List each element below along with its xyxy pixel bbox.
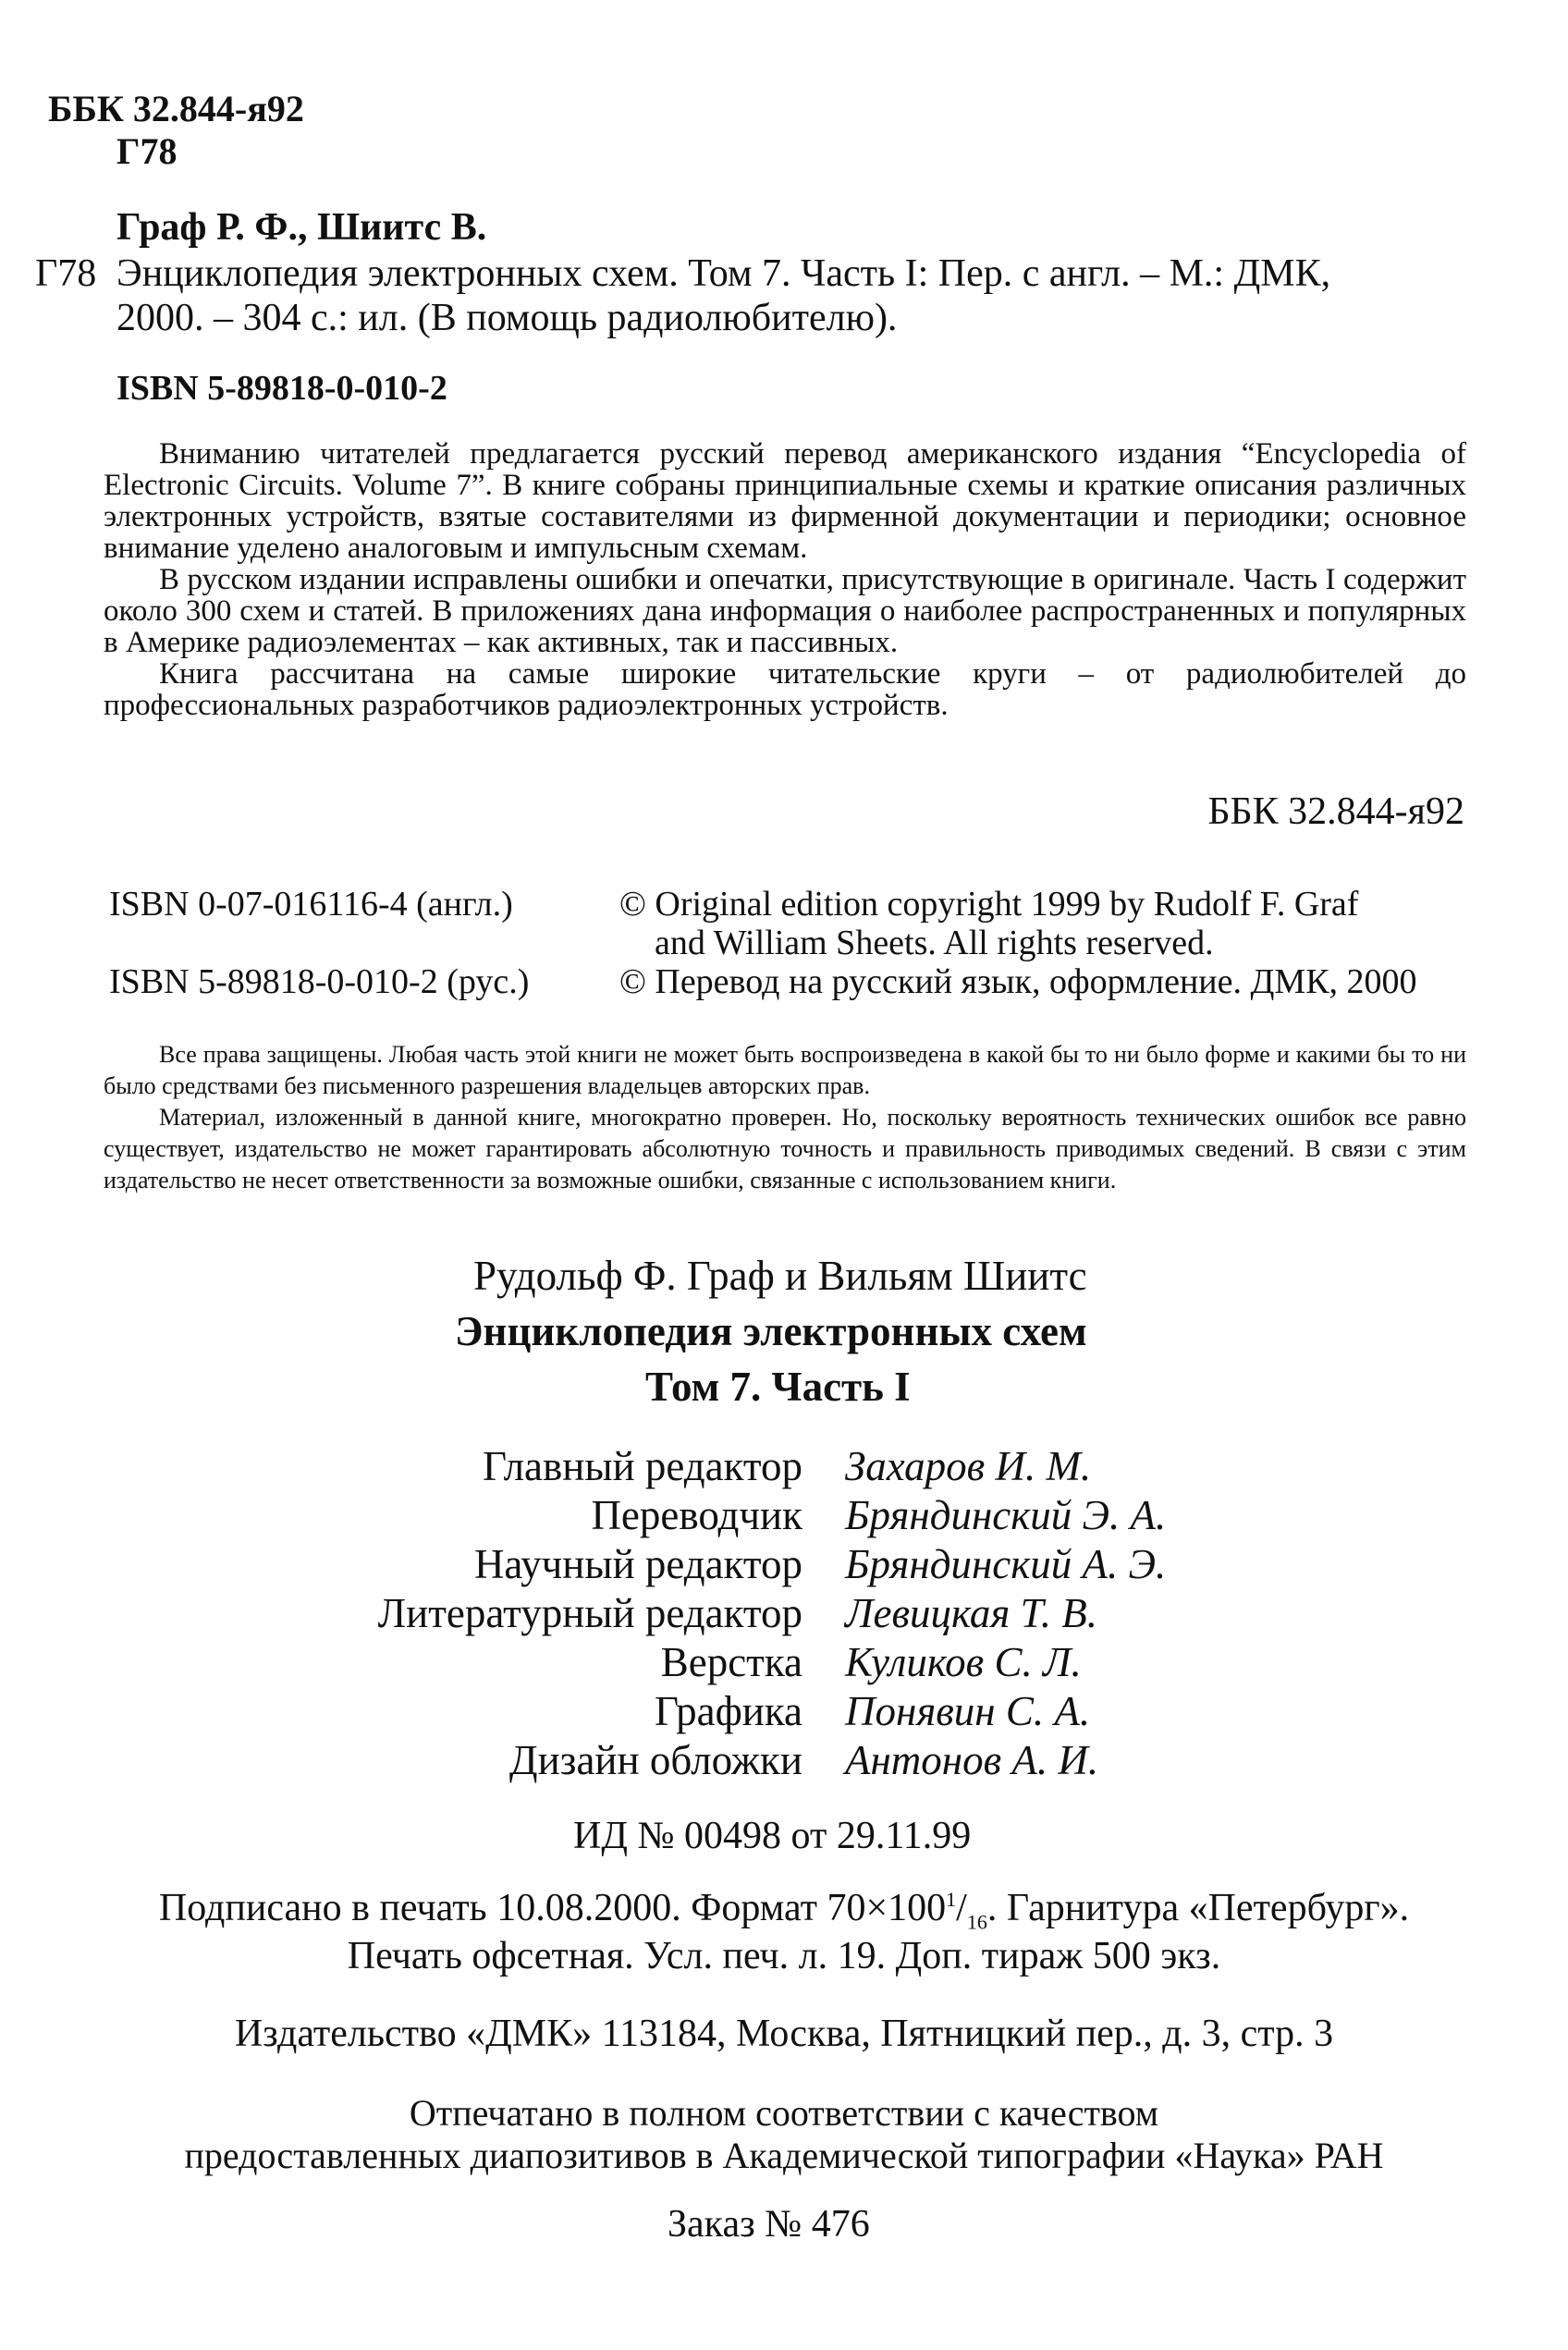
staff-name: Бряндинский Э. А. bbox=[845, 1492, 1167, 1538]
citation-line-1: Энциклопедия электронных схем. Том 7. Часть I: Пер. с англ. – М.: ДМК, bbox=[116, 252, 1331, 295]
copyright-translation: © Перевод на русский язык, оформление. ДМК, 2000 bbox=[619, 962, 1417, 1001]
staff-name: Бряндинский А. Э. bbox=[845, 1541, 1167, 1587]
imprint-volume: Том 7. Часть I bbox=[645, 1364, 911, 1410]
format-fraction-numerator: 1 bbox=[946, 1888, 957, 1911]
copyright-original-2: and William Sheets. All rights reserved. bbox=[655, 924, 1214, 962]
citation-line-2: 2000. – 304 с.: ил. (В помощь радиолюбителю). bbox=[116, 297, 898, 339]
citation-isbn: ISBN 5-89818-0-010-2 bbox=[116, 369, 447, 408]
annotation-paragraph: В русском издании исправлены ошибки и опечатки, присутствующие в оригинале. Часть I содержит около 300 схем и статей. В приложениях дана информация о наиболее распространенных и популярных в Америке радиоэлементах – как активных, так и пассивных. bbox=[104, 563, 1466, 659]
author-sign-code: Г78 bbox=[116, 130, 178, 172]
bbk-code: ББК 32.844-я92 bbox=[48, 88, 304, 129]
staff-name: Понявин С. А. bbox=[845, 1688, 1091, 1734]
print-info-text: . Гарнитура «Петербург». bbox=[986, 1887, 1410, 1929]
imprint-title: Энциклопедия электронных схем bbox=[455, 1308, 1087, 1354]
printed-note-1: Отпечатано в полном соответствии с качеством bbox=[409, 2092, 1159, 2134]
staff-role: Графика bbox=[654, 1688, 802, 1734]
annotation-paragraph: Вниманию читателей предлагается русский перевод американского издания “Encyclopedia of Electronic Circuits. Volume 7”. В книге собраны принципиальные схемы и краткие описания различных электронных устройств, взятые составителями из фирменной документации и периодики; основное внимание уделено аналоговым и импульсным схемам. bbox=[104, 437, 1466, 565]
publisher-address: Издательство «ДМК» 113184, Москва, Пятницкий пер., д. 3, стр. 3 bbox=[234, 2013, 1334, 2055]
print-info-line-2: Печать офсетная. Усл. печ. л. 19. Доп. тираж 500 экз. bbox=[347, 1935, 1221, 1977]
print-info-line-1: Подписано в печать 10.08.2000. Формат $70\times 100^1/_{16}$. Гарнитура «Петербург». bbox=[158, 1887, 1410, 1934]
rights-paragraph: Все права защищены. Любая часть этой книги не может быть воспроизведена в какой бы то ни было форме и какими бы то ни было средствами без письменного разрешения владельцев авторских прав. bbox=[104, 1041, 1466, 1099]
rights-notice bbox=[104, 1039, 1466, 1196]
staff-role: Верстка bbox=[660, 1639, 802, 1685]
staff-name: Антонов А. И. bbox=[845, 1737, 1099, 1783]
staff-role: Дизайн обложки bbox=[508, 1737, 802, 1783]
staff-name: Захаров И. М. bbox=[845, 1443, 1092, 1489]
staff-role: Литературный редактор bbox=[377, 1590, 802, 1636]
annotation-bbk: ББК 32.844-я92 bbox=[1207, 790, 1464, 833]
annotation bbox=[104, 438, 1466, 721]
citation-authors: Граф Р. Ф., Шиитс В. bbox=[116, 206, 487, 249]
staff-role: Научный редактор bbox=[473, 1541, 802, 1587]
format-fraction-denominator: 16 bbox=[966, 1910, 987, 1934]
isbn-english: ISBN 0-07-016116-4 (англ.) bbox=[109, 885, 513, 924]
staff-name: Левицкая Т. В. bbox=[845, 1590, 1098, 1636]
copyright-original-1: © Original edition copyright 1999 by Rudolf F. Graf bbox=[619, 885, 1359, 924]
annotation-paragraph: Книга рассчитана на самые широкие читательские круги – от радиолюбителей до профессиональных разработчиков радиоэлектронных устройств. bbox=[104, 657, 1466, 722]
imprint-authors: Рудольф Ф. Граф и Вильям Шиитс bbox=[473, 1253, 1087, 1299]
print-info-text: Подписано в печать 10.08.2000. Формат 70×100 bbox=[158, 1887, 947, 1929]
staff-role: Главный редактор bbox=[482, 1443, 802, 1489]
staff-role: Переводчик bbox=[591, 1492, 802, 1538]
isbn-russian: ISBN 5-89818-0-010-2 (рус.) bbox=[109, 962, 530, 1001]
staff-name: Куликов С. Л. bbox=[845, 1639, 1082, 1685]
printed-note-2: предоставленных диапозитивов в Академической типографии «Наука» РАН bbox=[184, 2135, 1384, 2176]
citation-code: Г78 bbox=[35, 252, 97, 295]
order-number: Заказ № 476 bbox=[668, 2203, 870, 2246]
license-id: ИД № 00498 от 29.11.99 bbox=[573, 1815, 972, 1857]
rights-paragraph: Материал, изложенный в данной книге, многократно проверен. Но, поскольку вероятность технических ошибок все равно существует, издательство не может гарантировать абсолютную точность и правильность приводимых сведений. В связи с этим издательство не несет ответственности за возможные ошибки, связанные с использованием книги. bbox=[104, 1104, 1466, 1193]
